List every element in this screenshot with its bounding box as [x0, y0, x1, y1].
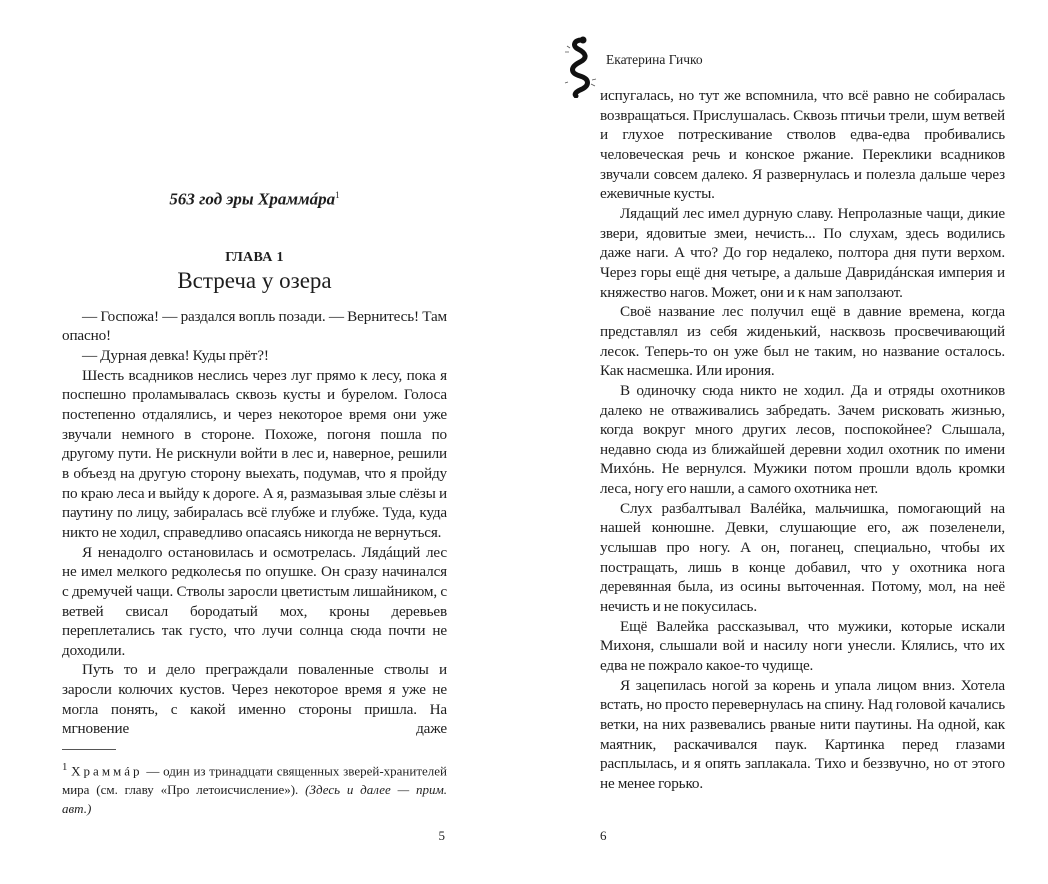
- footnote-mark: 1: [62, 761, 68, 774]
- paragraph: Ещё Валейка рассказывал, что мужики, которые искали Михоня, слышали вой и насилу ноги унесли. Клялись, что их едва не пожрало какое-то чудище.: [600, 617, 1005, 675]
- paragraph: Я зацепилась ногой за корень и упала лицом вниз. Хотела встать, но просто перевернулась на спину. Над головой качались ветки, на них развевались рваные нити паутины. На одной, как маятник, раскачивался паук. Картинка перед глазами расплылась, и я опять заплакала. Тихо и беззвучно, но от этого не менее горько.: [600, 676, 1005, 792]
- body-text: [62, 307, 447, 739]
- paragraph: испугалась, но тут же вспомнила, что всё равно не собиралась возвращаться. Прислушалась. Сквозь птичьи трели, шум ветвей и глухое потрескивание стволов едва-едва пробивались человеческая речь и конское ржание. Переклики всадников звучали совсем далеко. Я развернулась и полезла дальше через ежевичные кусты.: [600, 87, 1005, 203]
- paragraph: Шесть всадников неслись через луг прямо к лесу, пока я поспешно проламывалась сквозь кусты и бурелом. Голоса постепенно отдалялись, и через некоторое время они уже звучали немного в стороне. Похоже, погоня пошла по другому пути. Не рискнули войти в лес и, наверное, решили в объезд на другую сторону выехать, подумав, что я пройду по краю леса и выйду к дороге. А я, размазывая злые слёзы и паутину по лицу, забиралась всё глубже и глубже. Туда, куда никто не ходил, справедливо опасаясь никогда не вернуться.: [62, 366, 447, 541]
- footnote-divider: [62, 749, 116, 750]
- running-head: [564, 36, 1005, 86]
- era-heading: [62, 184, 447, 211]
- page-number: 5: [438, 828, 445, 844]
- page-number: 6: [600, 828, 607, 844]
- paragraph: — Дурная девка! Куды прёт?!: [82, 346, 269, 364]
- right-page: [524, 0, 1048, 884]
- paragraph: Слух разбалтывал Валéйка, мальчишка, помогающий на нашей конюшне. Девки, слушающие его, аж позеленели, услышав про ногу. А он, поганец, специально, чтобы их постращать, лишь в конце добавил, что у охотника нога деревянная была, из осины выточенная. Потому, мол, на неё нечисть и не покусилась.: [600, 499, 1005, 616]
- paragraph: Своё название лес получил ещё в давние времена, когда представлял из себя жиденький, насквозь просвечивающий лесок. Теперь-то он уже был не таким, но название осталось. Как насмешка. Или ирония.: [600, 303, 1005, 380]
- paragraph: — Госпожа! — раздался вопль позади. — Вернитесь! Там опасно!: [62, 307, 447, 345]
- author-name: Екатерина Гичко: [606, 52, 703, 67]
- snake-icon: [564, 36, 598, 98]
- era-title: 563 год эры Храммáра: [169, 189, 336, 209]
- chapter-label: ГЛАВА 1: [225, 249, 284, 265]
- chapter-title: Встреча у озера: [177, 267, 332, 293]
- paragraph: Лядащий лес имел дурную славу. Непролазные чащи, дикие звери, ядовитые змеи, нечисть... По слухам, здесь водились даже наги. А что? До гор недалеко, полтора дня пути верхом. Через горы ещё дня четыре, а дальше Давридáнская империя и княжество нагов. Может, они и к нам заползают.: [600, 204, 1005, 301]
- paragraph: Я ненадолго остановилась и осмотрелась. Лядáщий лес не имел мелкого редколесья по опушке. Он сразу начинался с дремучей чащи. Стволы заросли цветистым лишайником, с ветвей свисал бородатый мох, кроны деревьев переплетались так густо, что лучи солнца сюда почти не доходили.: [62, 543, 447, 659]
- page-spacer: [600, 794, 1005, 829]
- footnote-text: — один из тринадцати священных зверей-хранителей мира (см. главу «Про летоисчисление»).: [62, 763, 447, 798]
- body-text: [600, 86, 1005, 794]
- footnote: [62, 758, 447, 818]
- footnote-ref: 1: [335, 190, 340, 200]
- footnote-term: Храммáр: [71, 763, 143, 779]
- page-spacer: [62, 818, 447, 828]
- paragraph: Путь то и дело преграждали поваленные стволы и заросли колючих кустов. Через некоторое время я уже не могла понять, с какой именно стороны пришла. На мгновение даже: [62, 661, 447, 738]
- paragraph: В одиночку сюда никто не ходил. Да и отряды охотников далеко не отваживались забредать. Зачем рисковать жизнью, когда вокруг много других лесов, поспокойнее? Слышала, недавно сюда из ближайшей деревни ходил охотник по имени Михóнь. Не вернулся. Мужики потом прошли вдоль кромки леса, ногу его нашли, а самого охотника нет.: [600, 381, 1005, 498]
- footnote-note: (Здесь и далее — прим. авт.): [62, 782, 448, 817]
